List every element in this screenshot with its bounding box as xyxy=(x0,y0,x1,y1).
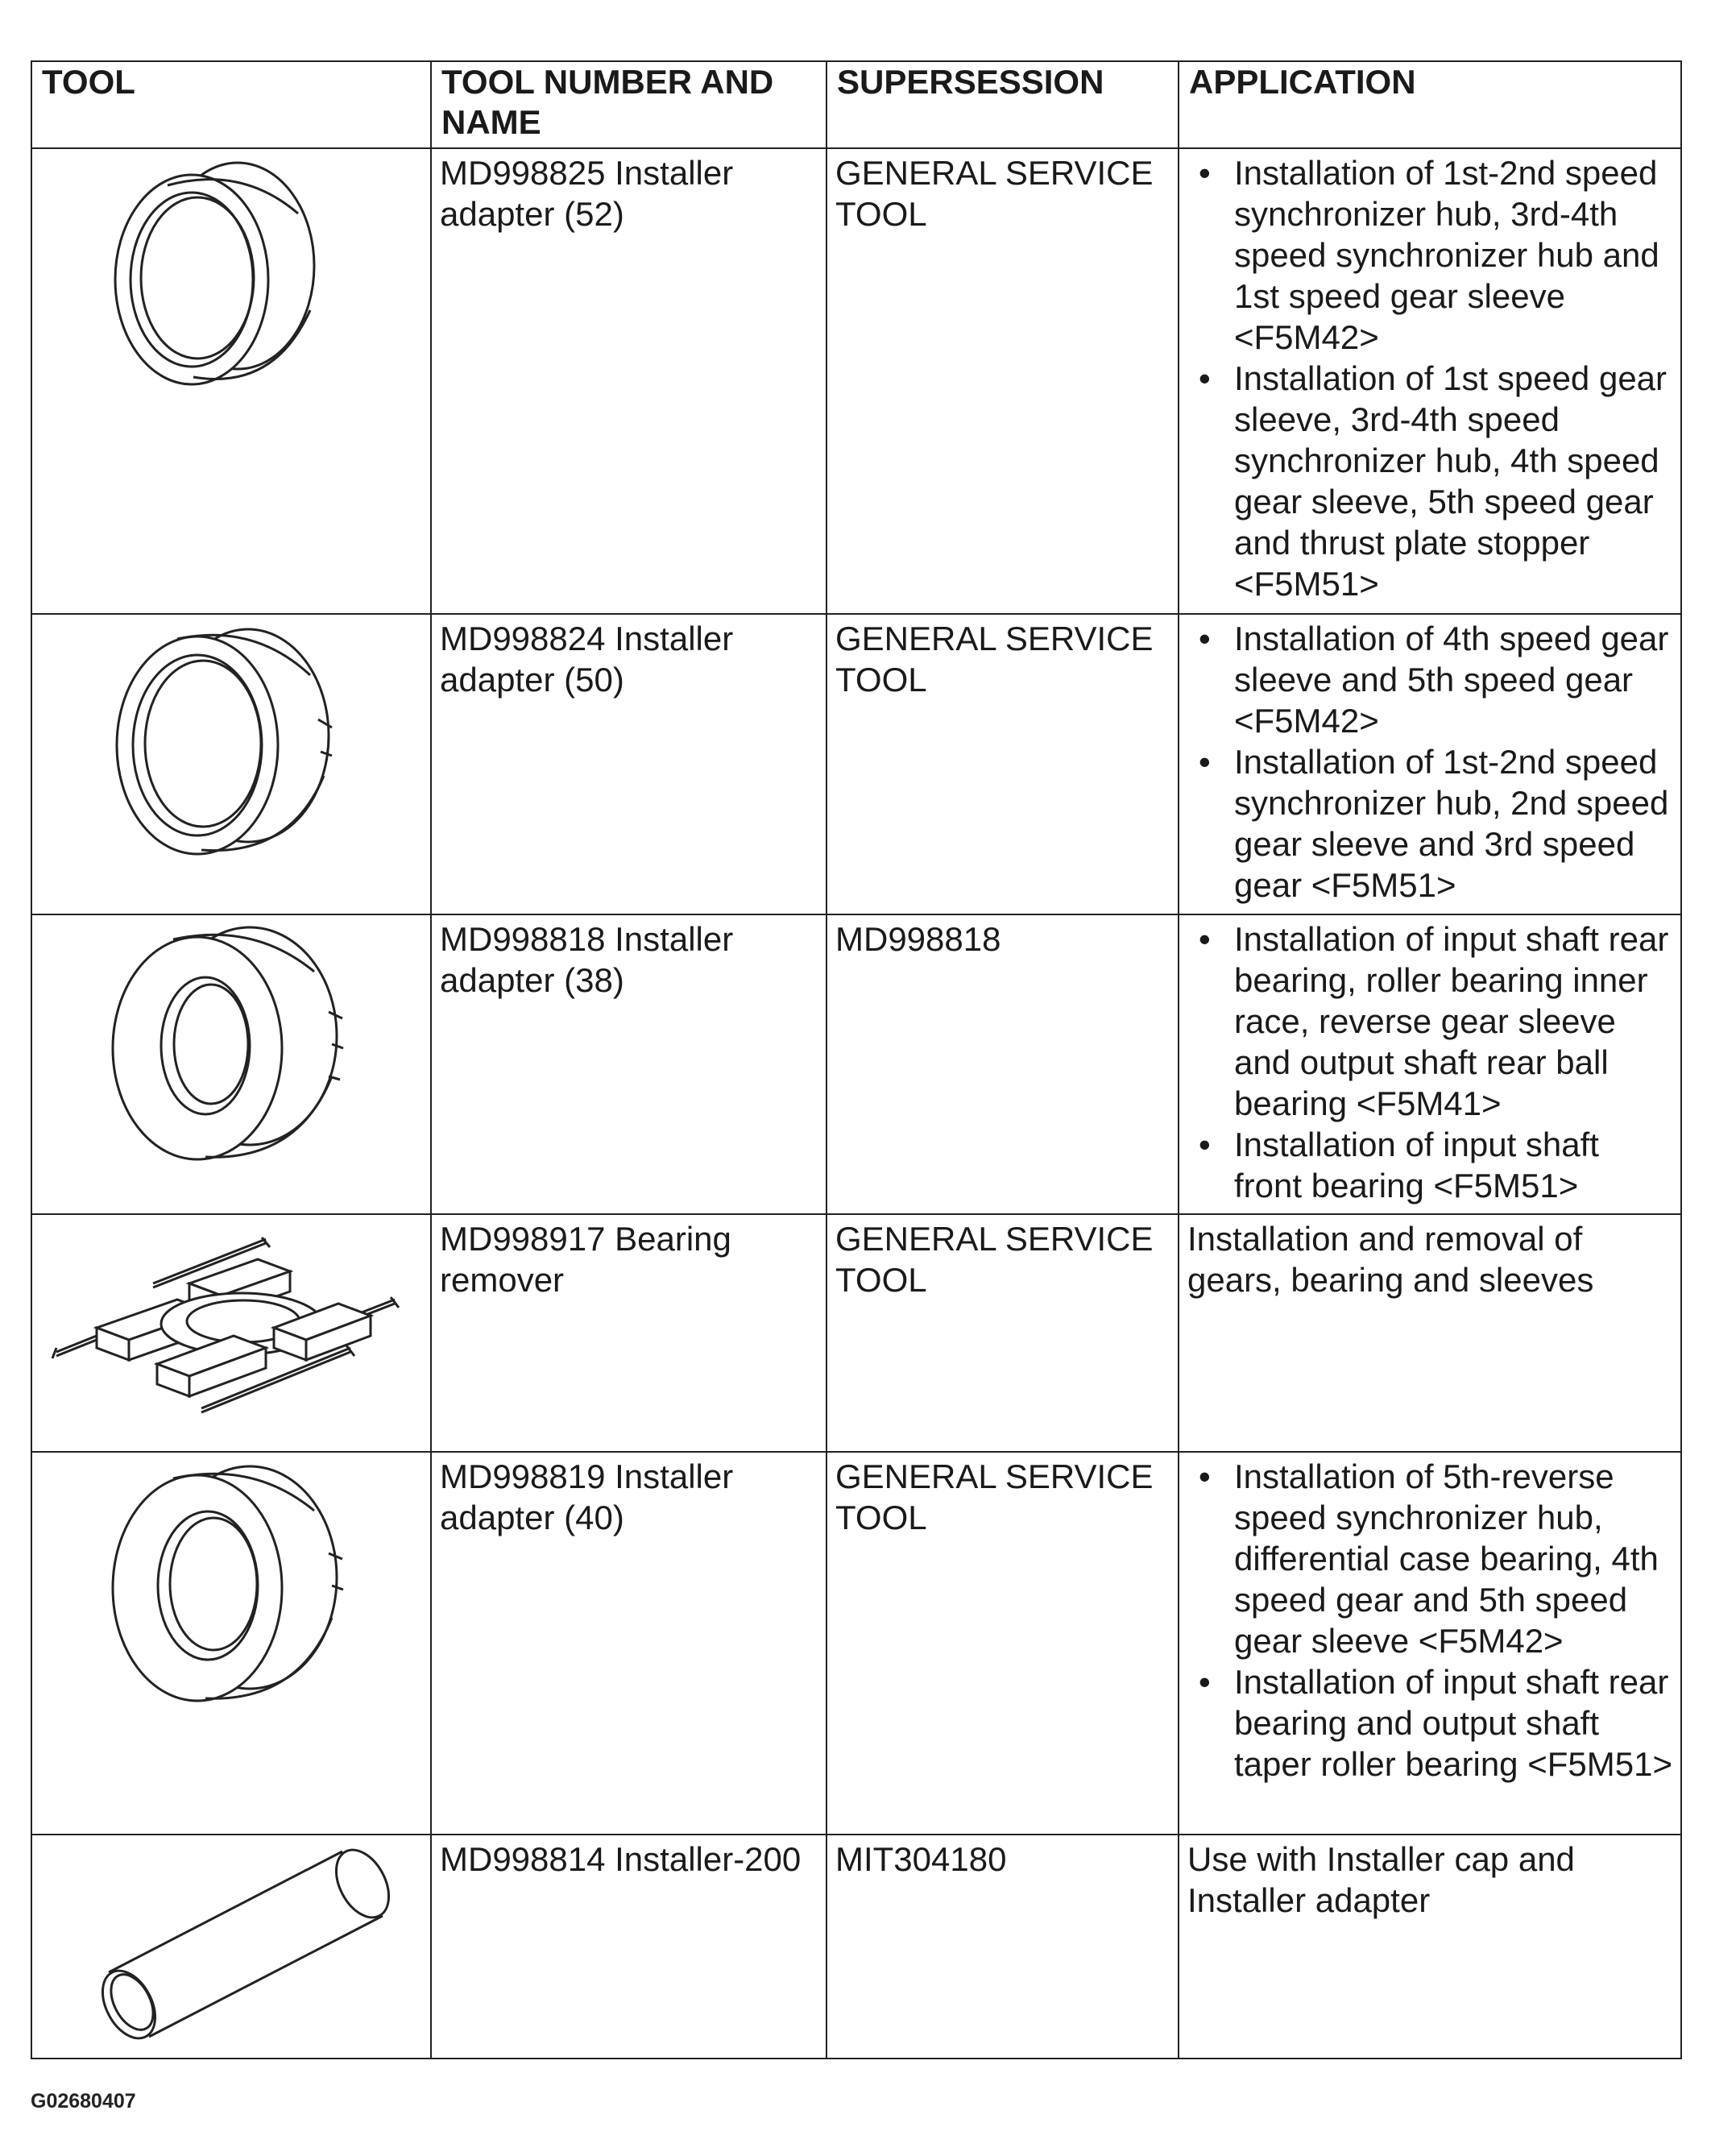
table-row xyxy=(31,1452,1681,1835)
tool-image-cell xyxy=(31,1214,431,1452)
application-item: • Installation of 1st speed gear sleeve, 3rd-4th speed synchronizer hub, 4th speed gear sleeve, 5th speed gear and thrust plate stopper <F5M51> xyxy=(1187,358,1674,604)
application xyxy=(1179,1452,1681,1835)
application-item: • Installation of 5th-reverse speed synchronizer hub, differential case bearing, 4th speed gear and 5th speed gear sleeve <F5M42> xyxy=(1187,1456,1674,1661)
bearing-remover-icon xyxy=(32,1215,430,1449)
application xyxy=(1179,614,1681,914)
installer-tube-icon xyxy=(32,1835,430,2053)
table-row xyxy=(31,148,1681,614)
supersession: GENERAL SERVICE TOOL xyxy=(826,614,1179,914)
tool-number-name: MD998825 Installer adapter (52) xyxy=(431,148,826,614)
tool-image-cell xyxy=(31,1835,431,2059)
figure-id: G02680407 xyxy=(31,2090,136,2112)
supersession: GENERAL SERVICE TOOL xyxy=(826,148,1179,614)
table-row xyxy=(31,1214,1681,1452)
header-tool-number-name: TOOL NUMBER AND NAME xyxy=(431,61,826,148)
supersession: MIT304180 xyxy=(826,1835,1179,2059)
application xyxy=(1179,1214,1681,1452)
tool-number-name: MD998818 Installer adapter (38) xyxy=(431,914,826,1214)
application-text: Installation and removal of gears, bearing and sleeves xyxy=(1187,1220,1594,1299)
tool-image-cell xyxy=(31,148,431,614)
application-item: • Installation of 1st-2nd speed synchronizer hub, 3rd-4th speed synchronizer hub and 1st speed gear sleeve <F5M42> xyxy=(1187,152,1674,358)
application-text: Use with Installer cap and Installer adapter xyxy=(1187,1840,1575,1919)
header-tool: TOOL xyxy=(31,61,431,148)
tool-image-cell xyxy=(31,614,431,914)
tool-number-name: MD998824 Installer adapter (50) xyxy=(431,614,826,914)
supersession: GENERAL SERVICE TOOL xyxy=(826,1452,1179,1835)
supersession: MD998818 xyxy=(826,914,1179,1214)
installer-adapter-ring-icon xyxy=(32,149,430,600)
header-supersession: SUPERSESSION xyxy=(826,61,1179,148)
application xyxy=(1179,914,1681,1214)
table-row xyxy=(31,614,1681,914)
table-row xyxy=(31,914,1681,1214)
application xyxy=(1179,1835,1681,2059)
installer-adapter-ring-icon xyxy=(32,1453,430,1823)
header-application: APPLICATION xyxy=(1179,61,1681,148)
tool-number-name: MD998814 Installer-200 xyxy=(431,1835,826,2059)
tool-image-cell xyxy=(31,1452,431,1835)
special-tools-table xyxy=(31,60,1682,2059)
special-tools-table-sheet xyxy=(31,60,1680,2059)
table-row xyxy=(31,1835,1681,2059)
tool-image-cell xyxy=(31,914,431,1214)
application-item: • Installation of input shaft rear bearing and output shaft taper roller bearing <F5M51> xyxy=(1187,1661,1674,1785)
application xyxy=(1179,148,1681,614)
application-item: • Installation of input shaft rear bearing, roller bearing inner race, reverse gear sleeve and output shaft rear ball bearing <F5M41> xyxy=(1187,918,1674,1124)
supersession: GENERAL SERVICE TOOL xyxy=(826,1214,1179,1452)
tool-number-name: MD998917 Bearing remover xyxy=(431,1214,826,1452)
installer-adapter-ring-icon xyxy=(32,615,430,905)
application-item: • Installation of 1st-2nd speed synchronizer hub, 2nd speed gear sleeve and 3rd speed gear <F5M51> xyxy=(1187,741,1674,906)
table-header-row xyxy=(31,61,1681,148)
application-item: • Installation of 4th speed gear sleeve and 5th speed gear <F5M42> xyxy=(1187,618,1674,741)
application-item: • Installation of input shaft front bearing <F5M51> xyxy=(1187,1124,1674,1206)
installer-adapter-ring-icon xyxy=(32,915,430,1205)
tool-number-name: MD998819 Installer adapter (40) xyxy=(431,1452,826,1835)
